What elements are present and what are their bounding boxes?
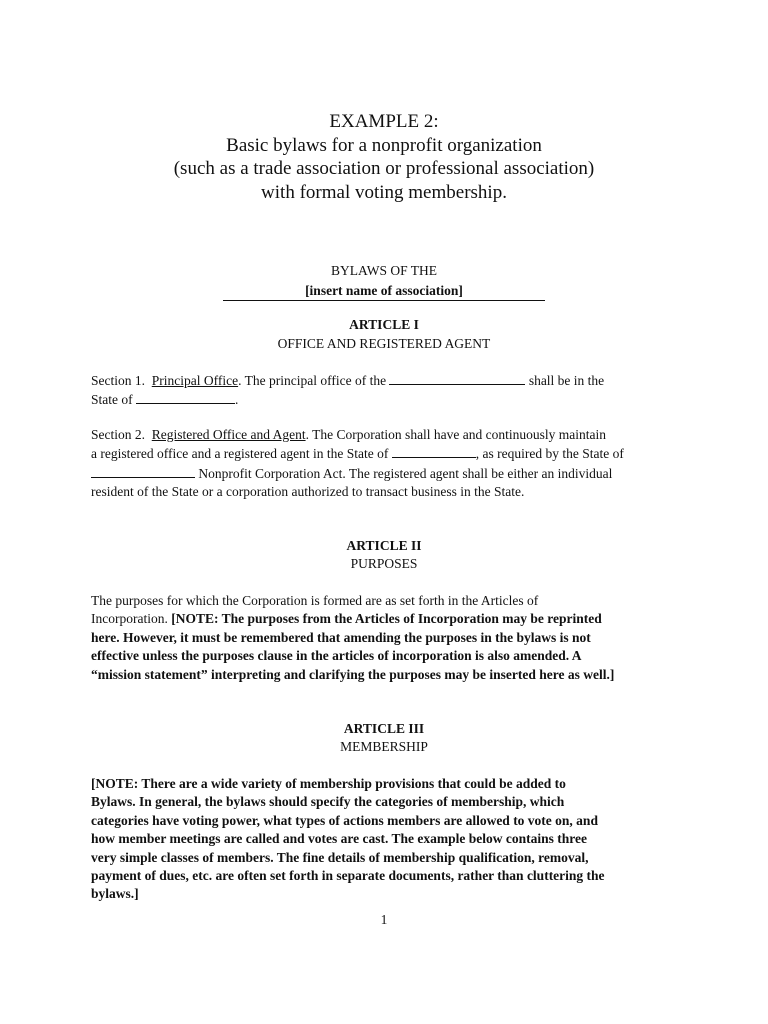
section-1-text-a: . The principal office of the: [238, 373, 387, 388]
article-2-body: [91, 592, 681, 684]
section-1-text-d: .: [235, 392, 239, 408]
section-2-line-2a: a registered office and a registered agent in the State of: [91, 446, 389, 462]
article-1-section-1: [91, 371, 681, 410]
article-3-heading: ARTICLE III: [343, 721, 425, 736]
section-2-line-2b: , as required by the State of: [475, 446, 624, 462]
blank-state-registered: [392, 444, 476, 458]
blank-state-act: [91, 464, 195, 478]
membership-note-line: how member meetings are called and votes are cast. The example below contains three: [91, 831, 587, 847]
purposes-note-line-3: here. However, it must be remembered that amending the purposes in the bylaws is not: [91, 629, 591, 645]
purposes-note-line-4: effective unless the purposes clause in the articles of incorporation is also amended. A: [91, 648, 582, 664]
document-title: Basic bylaws for a nonprofit organization: [226, 134, 542, 156]
article-1-section-2: [91, 426, 681, 502]
purposes-note-line-5: “mission statement” interpreting and clarifying the purposes may be inserted here as well.]: [91, 666, 615, 682]
section-1-text-c: State of: [91, 392, 133, 408]
article-2-subheading: PURPOSES: [350, 556, 418, 571]
section-2-line-4: resident of the State or a corporation authorized to transact business in the State.: [91, 484, 525, 500]
document-header: [0, 110, 768, 204]
blank-office-name: [389, 371, 525, 385]
purposes-line-1: The purposes for which the Corporation is formed are as set forth in the Articles of: [91, 593, 539, 608]
membership-note-line: bylaws.]: [91, 886, 139, 902]
blank-state: [136, 390, 235, 404]
document-subtitle-2: with formal voting membership.: [261, 181, 507, 203]
membership-note-line: [NOTE: There are a wide variety of membership provisions that could be added to: [91, 776, 566, 791]
section-2-title: Registered Office and Agent: [151, 427, 306, 442]
section-1-label: Section 1.: [91, 373, 145, 388]
article-3-subheading: MEMBERSHIP: [340, 739, 428, 754]
article-2-heading: ARTICLE II: [346, 538, 422, 553]
section-1-text-b: shall be in the: [528, 373, 605, 388]
page-number: 1: [380, 912, 388, 927]
example-label: EXAMPLE 2:: [329, 111, 439, 132]
document-subtitle: (such as a trade association or professional association): [173, 158, 595, 179]
section-2-label: Section 2.: [91, 427, 145, 442]
membership-note: [91, 775, 681, 904]
association-name-placeholder: [insert name of association]: [223, 282, 545, 301]
membership-note-line: Bylaws. In general, the bylaws should specify the categories of membership, which: [91, 794, 565, 810]
section-2-line-3: Nonprofit Corporation Act. The registered agent shall be either an individual: [198, 465, 613, 481]
membership-note-line: payment of dues, etc. are often set forth in separate documents, rather than cluttering the: [91, 868, 605, 884]
section-1-title: Principal Office: [151, 373, 239, 388]
purposes-note-start: [NOTE: The purposes from the Articles of Incorporation may be reprinted: [171, 611, 602, 627]
section-2-line-1: . The Corporation shall have and continuously maintain: [305, 427, 607, 442]
article-1-subheading: OFFICE AND REGISTERED AGENT: [277, 336, 491, 351]
membership-note-line: very simple classes of members. The fine details of membership qualification, removal,: [91, 849, 589, 865]
article-1-heading: ARTICLE I: [349, 317, 419, 332]
bylaws-title: BYLAWS OF THE: [331, 263, 437, 278]
membership-note-line: categories have voting power, what types of actions members are allowed to vote on, and: [91, 812, 598, 828]
purposes-line-2-plain: Incorporation.: [91, 611, 168, 627]
